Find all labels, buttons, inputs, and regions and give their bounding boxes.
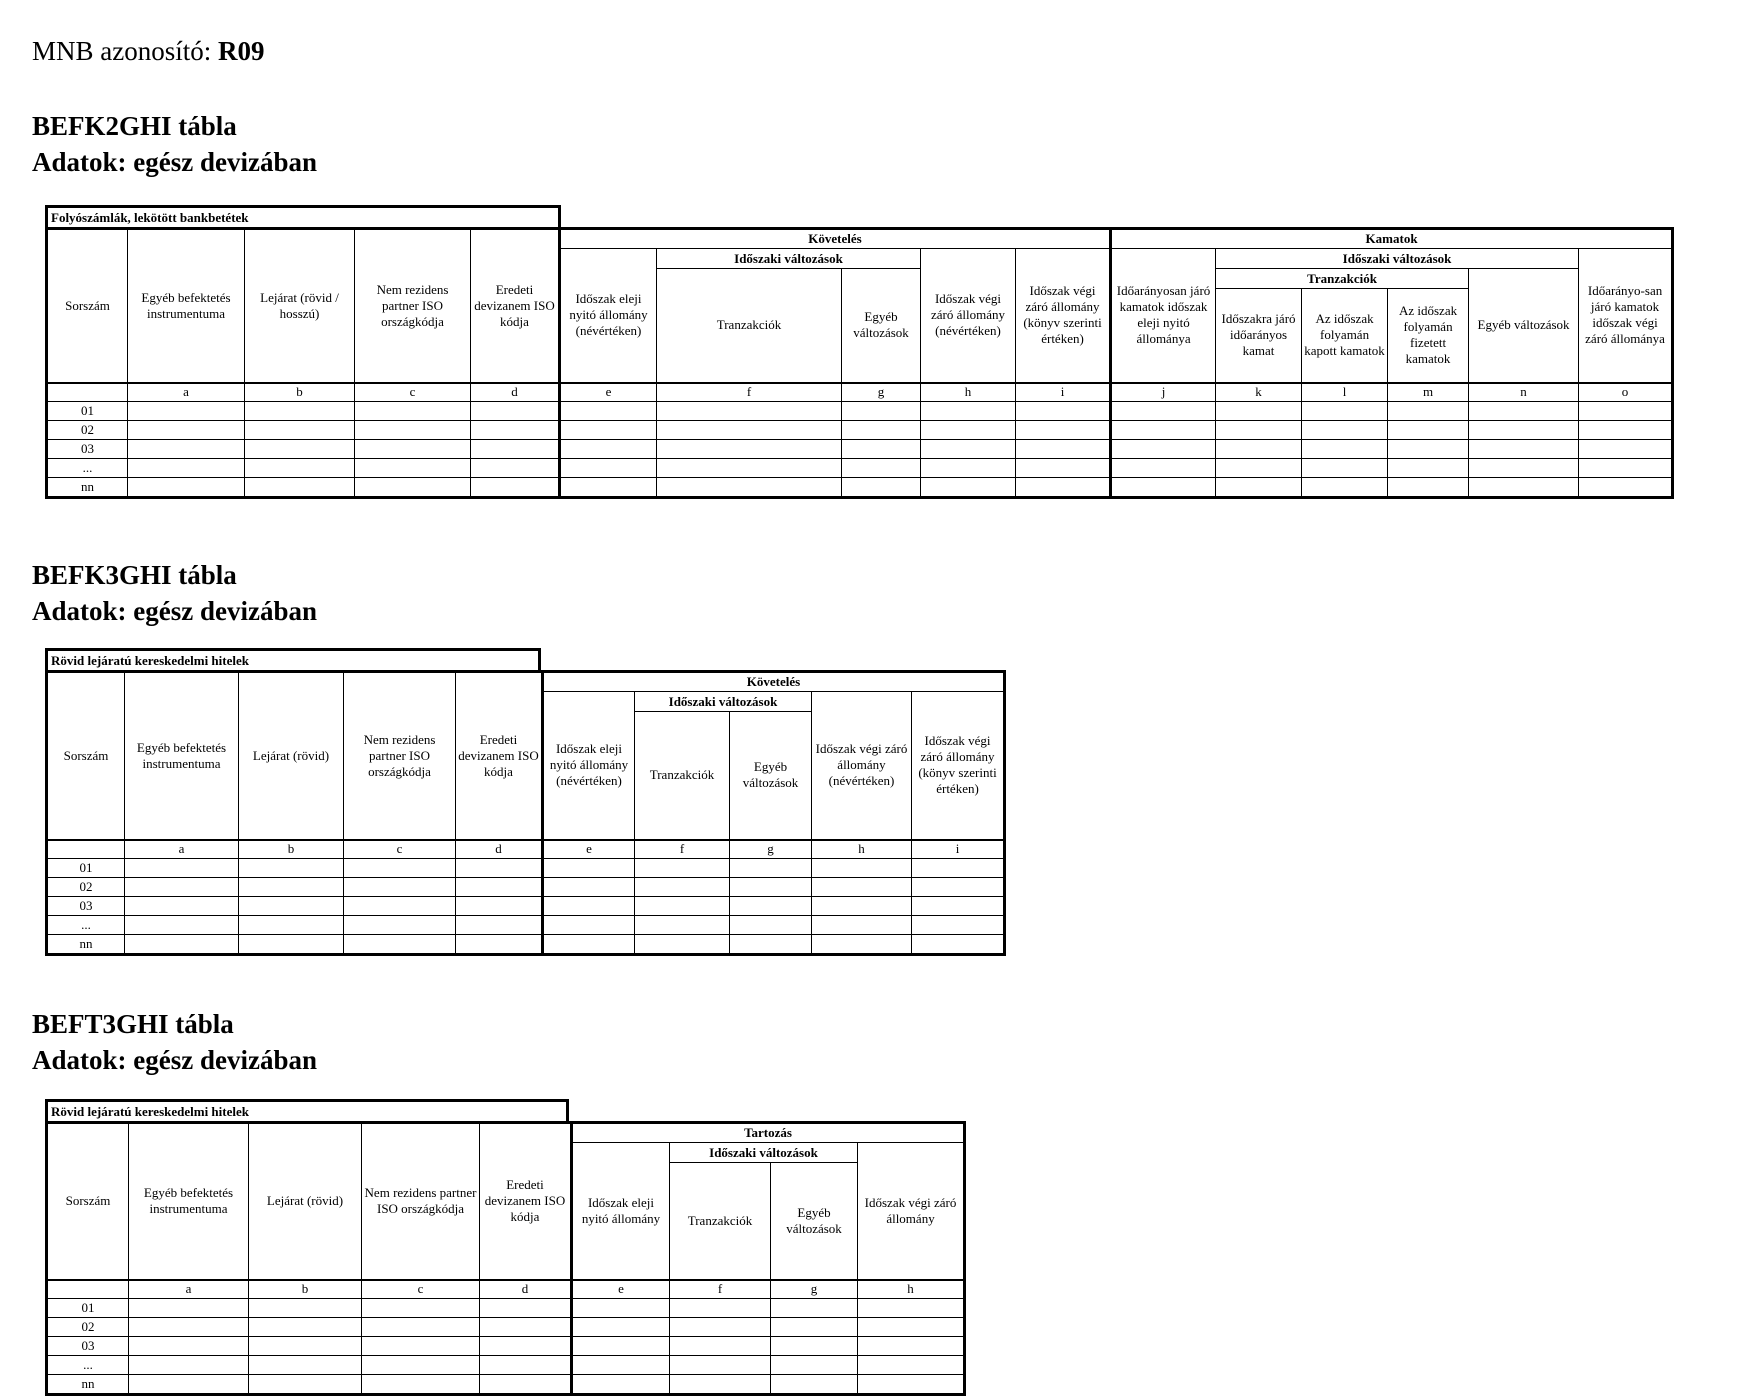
data-cell[interactable] <box>560 420 657 439</box>
letters-row <box>47 1280 965 1299</box>
row-number: nn <box>47 477 128 497</box>
data-cell[interactable] <box>572 1298 670 1317</box>
data-cell[interactable] <box>543 877 635 896</box>
table-row <box>47 896 1005 915</box>
data-cell[interactable] <box>1469 420 1579 439</box>
col-header-e: Időszak eleji nyitó állomány (névértéken) <box>560 249 657 383</box>
col-header-d: Eredeti devizanem ISO kódja <box>456 672 543 840</box>
data-cell[interactable] <box>1388 458 1469 477</box>
letter-cell: e <box>560 383 657 402</box>
letter-cell: b <box>249 1280 362 1299</box>
data-cell[interactable] <box>771 1355 858 1374</box>
letter-cell: a <box>125 840 239 859</box>
row-number: 02 <box>47 1317 129 1336</box>
row-number: nn <box>47 1374 129 1394</box>
data-cell[interactable] <box>245 439 355 458</box>
group-header-kovetel: Követelés <box>560 229 1111 249</box>
col-header-sorszam: Sorszám <box>47 672 125 840</box>
letter-cell: i <box>1016 383 1111 402</box>
col-header-n: Egyéb változások <box>1469 269 1579 383</box>
data-cell[interactable] <box>456 934 543 954</box>
table-row <box>47 401 1673 420</box>
letter-cell: f <box>657 383 842 402</box>
data-cell[interactable] <box>1111 458 1216 477</box>
data-cell[interactable] <box>1111 439 1216 458</box>
data-cell[interactable] <box>858 1336 965 1355</box>
data-cell[interactable] <box>245 477 355 497</box>
letter-cell: g <box>730 840 812 859</box>
col-header-d: Eredeti devizanem ISO kódja <box>471 229 560 383</box>
data-cell[interactable] <box>362 1298 480 1317</box>
data-cell[interactable] <box>1302 420 1388 439</box>
col-header-f: Tranzakciók <box>657 269 842 383</box>
row-number: 03 <box>47 896 125 915</box>
data-cell[interactable] <box>239 915 344 934</box>
data-cell[interactable] <box>362 1355 480 1374</box>
mnb-label: MNB azonosító: <box>32 36 212 66</box>
data-cell[interactable] <box>1302 401 1388 420</box>
data-cell[interactable] <box>344 877 456 896</box>
data-cell[interactable] <box>1579 439 1673 458</box>
row-number: 01 <box>47 858 125 877</box>
data-cell[interactable] <box>912 858 1005 877</box>
data-cell[interactable] <box>471 401 560 420</box>
table-row <box>47 1355 965 1374</box>
table-row <box>47 1298 965 1317</box>
letter-cell: f <box>670 1280 771 1299</box>
data-cell[interactable] <box>125 877 239 896</box>
letter-cell: n <box>1469 383 1579 402</box>
row-number: 02 <box>47 420 128 439</box>
data-cell[interactable] <box>771 1374 858 1394</box>
data-cell[interactable] <box>1469 439 1579 458</box>
data-cell[interactable] <box>480 1355 572 1374</box>
col-header-a: Egyéb befektetés instrumentuma <box>128 229 245 383</box>
data-cell[interactable] <box>1016 420 1111 439</box>
letter-cell: g <box>771 1280 858 1299</box>
row-number: 01 <box>47 401 128 420</box>
data-cell[interactable] <box>921 477 1016 497</box>
data-cell[interactable] <box>239 896 344 915</box>
data-cell[interactable] <box>355 401 471 420</box>
row-number: nn <box>47 934 125 954</box>
data-cell[interactable] <box>858 1317 965 1336</box>
data-cell[interactable] <box>245 458 355 477</box>
mnb-identifier <box>32 36 265 67</box>
group-header-tartozas: Tartozás <box>572 1123 965 1143</box>
data-cell[interactable] <box>1216 401 1302 420</box>
letter-cell-empty <box>47 1280 129 1299</box>
col-header-b: Lejárat (rövid / hosszú) <box>245 229 355 383</box>
data-cell[interactable] <box>1469 401 1579 420</box>
data-cell[interactable] <box>572 1355 670 1374</box>
subgroup-header-changes: Időszaki változások <box>657 249 921 269</box>
data-cell[interactable] <box>1302 477 1388 497</box>
data-cell[interactable] <box>921 401 1016 420</box>
data-cell[interactable] <box>355 420 471 439</box>
data-cell[interactable] <box>657 401 842 420</box>
data-cell[interactable] <box>635 934 730 954</box>
data-cell[interactable] <box>239 934 344 954</box>
data-cell[interactable] <box>812 858 912 877</box>
data-cell[interactable] <box>239 877 344 896</box>
data-cell[interactable] <box>129 1336 249 1355</box>
data-cell[interactable] <box>1216 439 1302 458</box>
letter-cell: h <box>858 1280 965 1299</box>
table-row <box>47 858 1005 877</box>
data-cell[interactable] <box>657 477 842 497</box>
data-cell[interactable] <box>128 458 245 477</box>
data-cell[interactable] <box>125 934 239 954</box>
letter-cell: o <box>1579 383 1673 402</box>
data-cell[interactable] <box>842 458 921 477</box>
row-number: ... <box>47 1355 129 1374</box>
table2-grid <box>45 670 1006 956</box>
letter-cell: c <box>355 383 471 402</box>
letter-cell-empty <box>47 383 128 402</box>
data-cell[interactable] <box>128 477 245 497</box>
data-cell[interactable] <box>842 439 921 458</box>
col-header-m: Az időszak folyamán fizetett kamatok <box>1388 289 1469 383</box>
data-cell[interactable] <box>362 1336 480 1355</box>
col-header-sorszam: Sorszám <box>47 1123 129 1280</box>
data-cell[interactable] <box>471 458 560 477</box>
subgroup-header-tranzakciok: Tranzakciók <box>1216 269 1469 289</box>
letter-cell: g <box>842 383 921 402</box>
col-header-c: Nem rezidens partner ISO országkódja <box>344 672 456 840</box>
data-cell[interactable] <box>543 896 635 915</box>
data-cell[interactable] <box>355 439 471 458</box>
data-cell[interactable] <box>129 1317 249 1336</box>
data-cell[interactable] <box>1302 458 1388 477</box>
col-header-h: Időszak végi záró állomány (névértéken) <box>921 249 1016 383</box>
data-cell[interactable] <box>560 458 657 477</box>
col-header-d: Eredeti devizanem ISO kódja <box>480 1123 572 1280</box>
table-row <box>47 915 1005 934</box>
data-cell[interactable] <box>730 915 812 934</box>
col-header-b: Lejárat (rövid) <box>249 1123 362 1280</box>
data-cell[interactable] <box>249 1336 362 1355</box>
data-cell[interactable] <box>344 858 456 877</box>
letter-cell: f <box>635 840 730 859</box>
table-row <box>47 458 1673 477</box>
data-cell[interactable] <box>128 439 245 458</box>
data-cell[interactable] <box>635 915 730 934</box>
col-header-a: Egyéb befektetés instrumentuma <box>125 672 239 840</box>
table3-grid <box>45 1121 966 1396</box>
col-header-g: Egyéb változások <box>730 712 812 840</box>
data-cell[interactable] <box>249 1298 362 1317</box>
data-cell[interactable] <box>560 401 657 420</box>
data-cell[interactable] <box>842 477 921 497</box>
data-cell[interactable] <box>344 915 456 934</box>
data-cell[interactable] <box>657 458 842 477</box>
data-cell[interactable] <box>471 420 560 439</box>
data-cell[interactable] <box>129 1355 249 1374</box>
data-cell[interactable] <box>1216 477 1302 497</box>
data-cell[interactable] <box>572 1336 670 1355</box>
data-cell[interactable] <box>812 934 912 954</box>
table1-caption: Folyószámlák, lekötött bankbetétek <box>45 205 561 227</box>
data-cell[interactable] <box>1216 458 1302 477</box>
letter-cell: k <box>1216 383 1302 402</box>
letter-cell: b <box>245 383 355 402</box>
subgroup-header-changes: Időszaki változások <box>635 692 812 712</box>
col-header-h: Időszak végi záró állomány <box>858 1143 965 1280</box>
col-header-b: Lejárat (rövid) <box>239 672 344 840</box>
data-cell[interactable] <box>1579 458 1673 477</box>
col-header-l: Az időszak folyamán kapott kamatok <box>1302 289 1388 383</box>
data-cell[interactable] <box>635 877 730 896</box>
row-number: 03 <box>47 1336 129 1355</box>
letter-cell: d <box>456 840 543 859</box>
letters-row <box>47 840 1005 859</box>
col-header-sorszam: Sorszám <box>47 229 128 383</box>
letter-cell-empty <box>47 840 125 859</box>
table-row <box>47 1317 965 1336</box>
table1-subtitle: Adatok: egész devizában <box>32 147 317 177</box>
data-cell[interactable] <box>344 934 456 954</box>
table-row <box>47 439 1673 458</box>
data-cell[interactable] <box>1388 439 1469 458</box>
letter-cell: e <box>543 840 635 859</box>
col-header-g: Egyéb változások <box>842 269 921 383</box>
table-row <box>47 420 1673 439</box>
data-cell[interactable] <box>456 858 543 877</box>
subgroup-header-changes: Időszaki változások <box>670 1143 858 1163</box>
data-cell[interactable] <box>1016 439 1111 458</box>
data-cell[interactable] <box>812 877 912 896</box>
data-cell[interactable] <box>771 1317 858 1336</box>
letter-cell: m <box>1388 383 1469 402</box>
data-cell[interactable] <box>730 896 812 915</box>
data-cell[interactable] <box>1579 477 1673 497</box>
data-cell[interactable] <box>858 1355 965 1374</box>
data-cell[interactable] <box>730 934 812 954</box>
data-cell[interactable] <box>635 858 730 877</box>
data-cell[interactable] <box>480 1317 572 1336</box>
data-cell[interactable] <box>1469 477 1579 497</box>
row-number: ... <box>47 915 125 934</box>
letters-row <box>47 383 1673 402</box>
letter-cell: c <box>344 840 456 859</box>
data-cell[interactable] <box>635 896 730 915</box>
mnb-code: R09 <box>218 36 265 66</box>
data-cell[interactable] <box>543 915 635 934</box>
data-cell[interactable] <box>125 896 239 915</box>
data-cell[interactable] <box>1579 401 1673 420</box>
data-cell[interactable] <box>1388 401 1469 420</box>
table1-title: BEFK2GHI tábla <box>32 111 237 141</box>
letter-cell: a <box>129 1280 249 1299</box>
data-cell[interactable] <box>362 1317 480 1336</box>
data-cell[interactable] <box>657 439 842 458</box>
data-cell[interactable] <box>812 896 912 915</box>
data-cell[interactable] <box>129 1298 249 1317</box>
data-cell[interactable] <box>1016 458 1111 477</box>
row-number: 03 <box>47 439 128 458</box>
data-cell[interactable] <box>125 915 239 934</box>
data-cell[interactable] <box>670 1355 771 1374</box>
data-cell[interactable] <box>128 420 245 439</box>
data-cell[interactable] <box>912 877 1005 896</box>
data-cell[interactable] <box>456 915 543 934</box>
data-cell[interactable] <box>1016 401 1111 420</box>
table-row <box>47 1336 965 1355</box>
data-cell[interactable] <box>670 1336 771 1355</box>
data-cell[interactable] <box>670 1374 771 1394</box>
data-cell[interactable] <box>1388 477 1469 497</box>
data-cell[interactable] <box>572 1317 670 1336</box>
table2-title: BEFK3GHI tábla <box>32 560 237 590</box>
letter-cell: l <box>1302 383 1388 402</box>
table3-caption: Rövid lejáratú kereskedelmi hitelek <box>45 1099 569 1121</box>
data-cell[interactable] <box>730 858 812 877</box>
data-cell[interactable] <box>670 1298 771 1317</box>
data-cell[interactable] <box>842 420 921 439</box>
data-cell[interactable] <box>1302 439 1388 458</box>
data-cell[interactable] <box>771 1336 858 1355</box>
letter-cell: e <box>572 1280 670 1299</box>
data-cell[interactable] <box>858 1298 965 1317</box>
data-cell[interactable] <box>344 896 456 915</box>
letter-cell: b <box>239 840 344 859</box>
subgroup-header-changes-2: Időszaki változások <box>1216 249 1579 269</box>
table-row <box>47 477 1673 497</box>
data-cell[interactable] <box>572 1374 670 1394</box>
data-cell[interactable] <box>543 934 635 954</box>
col-header-g: Egyéb változások <box>771 1163 858 1280</box>
data-cell[interactable] <box>1216 420 1302 439</box>
group-header-kovetel: Követelés <box>543 672 1005 692</box>
data-cell[interactable] <box>912 896 1005 915</box>
data-cell[interactable] <box>249 1355 362 1374</box>
data-cell[interactable] <box>471 439 560 458</box>
data-cell[interactable] <box>355 458 471 477</box>
data-cell[interactable] <box>1388 420 1469 439</box>
data-cell[interactable] <box>670 1317 771 1336</box>
data-cell[interactable] <box>128 401 245 420</box>
data-cell[interactable] <box>249 1317 362 1336</box>
table-row <box>47 934 1005 954</box>
col-header-c: Nem rezidens partner ISO országkódja <box>355 229 471 383</box>
col-header-h: Időszak végi záró állomány (névértéken) <box>812 692 912 840</box>
letter-cell: i <box>912 840 1005 859</box>
col-header-j: Időarányosan járó kamatok időszak eleji nyitó állománya <box>1111 249 1216 383</box>
data-cell[interactable] <box>125 858 239 877</box>
col-header-i: Időszak végi záró állomány (könyv szerinti értéken) <box>912 692 1005 840</box>
data-cell[interactable] <box>129 1374 249 1394</box>
data-cell[interactable] <box>1111 420 1216 439</box>
data-cell[interactable] <box>842 401 921 420</box>
data-cell[interactable] <box>1111 401 1216 420</box>
col-header-e: Időszak eleji nyitó állomány <box>572 1143 670 1280</box>
data-cell[interactable] <box>355 477 471 497</box>
table1-grid <box>45 227 1674 499</box>
data-cell[interactable] <box>456 877 543 896</box>
data-cell[interactable] <box>543 858 635 877</box>
col-header-f: Tranzakciók <box>670 1163 771 1280</box>
letter-cell: a <box>128 383 245 402</box>
data-cell[interactable] <box>456 896 543 915</box>
data-cell[interactable] <box>249 1374 362 1394</box>
letter-cell: j <box>1111 383 1216 402</box>
data-cell[interactable] <box>921 420 1016 439</box>
letter-cell: d <box>471 383 560 402</box>
data-cell[interactable] <box>480 1336 572 1355</box>
data-cell[interactable] <box>471 477 560 497</box>
group-header-kamatok: Kamatok <box>1111 229 1673 249</box>
data-cell[interactable] <box>1469 458 1579 477</box>
data-cell[interactable] <box>771 1298 858 1317</box>
data-cell[interactable] <box>1016 477 1111 497</box>
letter-cell: d <box>480 1280 572 1299</box>
data-cell[interactable] <box>921 458 1016 477</box>
col-header-e: Időszak eleji nyitó állomány (névértéken) <box>543 692 635 840</box>
table2-caption: Rövid lejáratú kereskedelmi hitelek <box>45 648 541 670</box>
data-cell[interactable] <box>245 420 355 439</box>
col-header-i: Időszak végi záró állomány (könyv szerinti értéken) <box>1016 249 1111 383</box>
data-cell[interactable] <box>812 915 912 934</box>
data-cell[interactable] <box>657 420 842 439</box>
data-cell[interactable] <box>480 1298 572 1317</box>
col-header-a: Egyéb befektetés instrumentuma <box>129 1123 249 1280</box>
letter-cell: h <box>812 840 912 859</box>
data-cell[interactable] <box>1111 477 1216 497</box>
table3-subtitle: Adatok: egész devizában <box>32 1045 317 1075</box>
col-header-f: Tranzakciók <box>635 712 730 840</box>
table-row <box>47 1374 965 1394</box>
col-header-o: Időarányo-san járó kamatok időszak végi záró állománya <box>1579 249 1673 383</box>
row-number: 01 <box>47 1298 129 1317</box>
data-cell[interactable] <box>362 1374 480 1394</box>
table3-title: BEFT3GHI tábla <box>32 1009 234 1039</box>
data-cell[interactable] <box>560 477 657 497</box>
data-cell[interactable] <box>245 401 355 420</box>
letter-cell: c <box>362 1280 480 1299</box>
col-header-c: Nem rezidens partner ISO országkódja <box>362 1123 480 1280</box>
row-number: ... <box>47 458 128 477</box>
data-cell[interactable] <box>480 1374 572 1394</box>
table2-subtitle: Adatok: egész devizában <box>32 596 317 626</box>
data-cell[interactable] <box>912 915 1005 934</box>
data-cell[interactable] <box>239 858 344 877</box>
data-cell[interactable] <box>730 877 812 896</box>
data-cell[interactable] <box>560 439 657 458</box>
col-header-k: Időszakra járó időarányos kamat <box>1216 289 1302 383</box>
row-number: 02 <box>47 877 125 896</box>
data-cell[interactable] <box>1579 420 1673 439</box>
data-cell[interactable] <box>921 439 1016 458</box>
letter-cell: h <box>921 383 1016 402</box>
table-row <box>47 877 1005 896</box>
data-cell[interactable] <box>858 1374 965 1394</box>
data-cell[interactable] <box>912 934 1005 954</box>
